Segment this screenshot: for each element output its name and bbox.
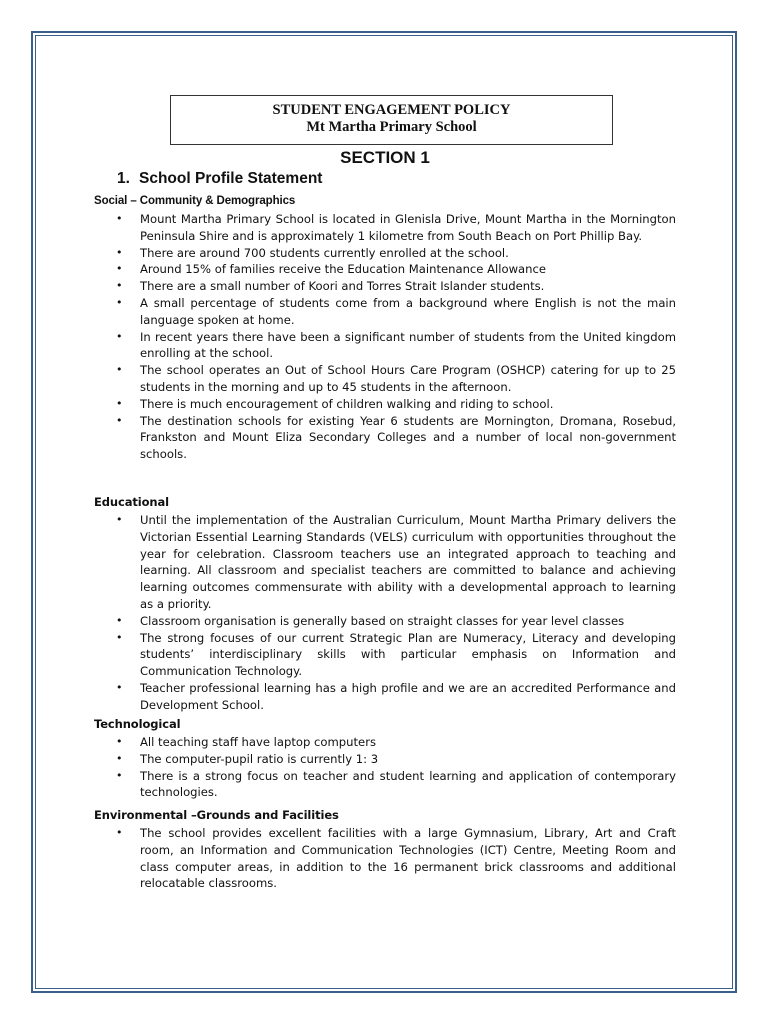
educational-list [114, 512, 676, 714]
list-item: • The school provides excellent facilities with a large Gymnasium, Library, Art and Craft room, an Information and Communication Technologies (ICT) Centre, Meeting Room and class computer areas, in addition to the 16 permanent brick classrooms and additional relocatable classrooms. [114, 825, 676, 892]
list-item: • Mount Martha Primary School is located in Glenisla Drive, Mount Martha in the Mornington Peninsula Shire and is approximately 1 kilometre from South Beach on Port Phillip Bay. [114, 211, 676, 245]
policy-title: STUDENT ENGAGEMENT POLICY [272, 102, 511, 118]
list-item: • Around 15% of families receive the Education Maintenance Allowance [114, 261, 676, 278]
list-item: • Until the implementation of the Australian Curriculum, Mount Martha Primary delivers the Victorian Essential Learning Standards (VELS) curriculum with opportunities throughout the year for celebration. Classroom teachers use an integrated approach to teaching and learning. All classroom and specialist teachers are committed to balance and achieving learning outcomes commensurate with ability with a developmental approach to learning as a priority. [114, 512, 676, 613]
list-item: • In recent years there have been a significant number of students from the United kingdom enrolling at the school. [114, 329, 676, 363]
list-item: • The school operates an Out of School Hours Care Program (OSHCP) catering for up to 25 students in the morning and up to 45 students in the afternoon. [114, 362, 676, 396]
social-heading: Social – Community & Demographics [94, 195, 296, 207]
school-name: Mt Martha Primary School [306, 119, 477, 135]
list-item: • There is a strong focus on teacher and student learning and application of contemporary technologies. [114, 768, 676, 802]
list-item: • Classroom organisation is generally based on straight classes for year level classes [114, 613, 676, 630]
educational-heading: Educational [94, 495, 169, 509]
policy-title-box [170, 95, 613, 145]
environmental-list [114, 825, 676, 892]
profile-title: School Profile Statement [139, 170, 323, 187]
profile-number: 1. [117, 170, 130, 187]
technological-list [114, 734, 676, 801]
list-item: • There is much encouragement of children walking and riding to school. [114, 396, 676, 413]
environmental-heading: Environmental –Grounds and Facilities [94, 808, 339, 822]
list-item: • A small percentage of students come from a background where English is not the main language spoken at home. [114, 295, 676, 329]
list-item: • There are a small number of Koori and Torres Strait Islander students. [114, 278, 676, 295]
profile-heading [117, 170, 322, 188]
section-title: SECTION 1 [340, 148, 430, 167]
list-item: • All teaching staff have laptop computers [114, 734, 676, 751]
list-item: • There are around 700 students currently enrolled at the school. [114, 245, 676, 262]
technological-heading: Technological [94, 717, 181, 731]
list-item: • Teacher professional learning has a high profile and we are an accredited Performance and Development School. [114, 680, 676, 714]
list-item: • The computer-pupil ratio is currently 1: 3 [114, 751, 676, 768]
list-item: • The strong focuses of our current Strategic Plan are Numeracy, Literacy and developing students’ interdisciplinary skills with particular emphasis on Information and Communication Technology. [114, 630, 676, 680]
list-item: • The destination schools for existing Year 6 students are Mornington, Dromana, Rosebud, Frankston and Mount Eliza Secondary Colleges and a number of local non-government schools. [114, 413, 676, 463]
social-list [114, 211, 676, 463]
